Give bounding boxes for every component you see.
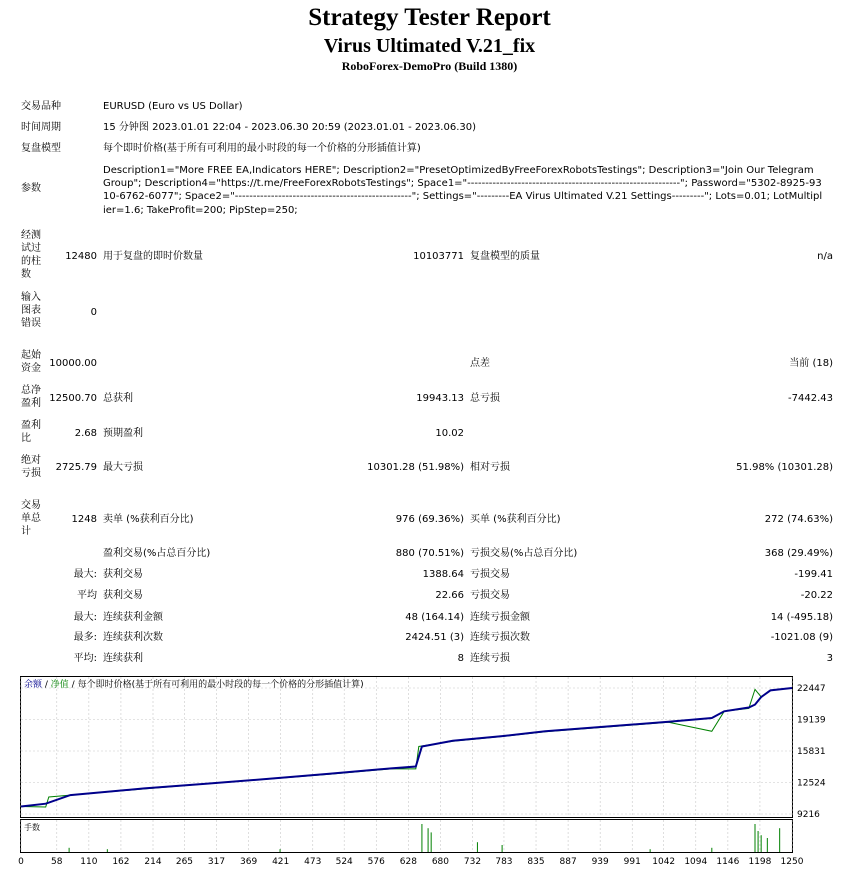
legend: 余额 / 净值 / 每个即时价格(基于所有可利用的最小时段的每一个价格的分形插值计算) (24, 680, 364, 690)
symbol-label: 交易品种 (21, 101, 61, 112)
avg-win-label: 获利交易 (103, 590, 143, 601)
bars-label-1: 经测 (21, 230, 41, 241)
win-trades-value: 880 (70.51%) (395, 548, 464, 559)
params-label: 参数 (21, 183, 41, 194)
x-tick-label: 1094 (684, 857, 708, 867)
gross-profit-value: 19943.13 (416, 393, 464, 404)
x-tick-label: 939 (591, 857, 609, 867)
period-label: 时间周期 (21, 122, 61, 133)
pf-label-1: 盈利 (21, 420, 41, 431)
y-tick-label: 22447 (797, 684, 826, 694)
x-tick-label: 628 (399, 857, 417, 867)
short-label: 卖单 (%获利百分比) (103, 514, 194, 525)
server-info: RoboForex-DemoPro (Build 1380) (341, 59, 518, 73)
deposit-value: 10000.00 (49, 358, 97, 369)
max-dd-value: 10301.28 (51.98%) (367, 462, 464, 473)
net-value: 12500.70 (49, 393, 97, 404)
expected-value: 10.02 (435, 428, 464, 439)
abs-dd-value: 2725.79 (55, 462, 97, 473)
y-tick-label: 9216 (797, 810, 820, 820)
avg-cons-prefix: 平均: (73, 653, 97, 664)
errors-label-3: 错误 (21, 318, 41, 329)
x-tick-label: 732 (463, 857, 482, 867)
total-trades-value: 1248 (71, 514, 97, 525)
spread-value: 当前 (18) (789, 358, 833, 369)
x-tick-label: 576 (367, 857, 385, 867)
x-tick-label: 991 (623, 857, 641, 867)
bars-value: 12480 (65, 251, 97, 262)
expert-name: Virus Ultimated V.21_fix (323, 35, 536, 57)
short-value: 976 (69.36%) (395, 514, 464, 525)
most-cons-win-label: 连续获利次数 (103, 632, 163, 643)
net-label-1: 总净 (21, 385, 41, 396)
y-tick-label: 19139 (797, 715, 826, 726)
x-tick-label: 1042 (652, 857, 676, 867)
loss-trades-label: 亏损交易(%占总百分比) (470, 548, 578, 559)
abs-dd-label-1: 绝对 (21, 455, 41, 466)
max-cons-prefix: 最大: (73, 612, 97, 623)
largest-loss-value: -199.41 (794, 569, 833, 580)
total-trades-label-2: 单总 (21, 513, 41, 524)
x-tick-label: 1146 (716, 857, 740, 867)
average-prefix: 平均 (77, 590, 97, 601)
bars-label-4: 数 (21, 269, 31, 280)
legend-model: 每个即时价格(基于所有可利用的最小时段的每一个价格的分形插值计算) (77, 680, 364, 690)
params-value: Description1="More FREE EA,Indicators HERE"; Description2="PresetOptimizedByFreeForexRobotsTestings"; Description3="Join Our Telegram Group"; Description4="https://t.me/FreeForexRobotsTestings"; Space1="-----------------------------------------------------------"; Password="5302-8925-9310-6762-6077"; Space2="-------------------------------------------------"; Settings="---------EA Virus Ultimated V.21 Settings---------"; Lots=0.01; LotMultiplier=1.6; TakeProfit=200; PipStep=250; (103, 165, 823, 216)
total-trades-label-1: 交易 (21, 500, 41, 511)
legend-balance: 余额 (24, 680, 43, 690)
long-label: 买单 (%获利百分比) (470, 514, 561, 525)
avg-loss-value: -20.22 (800, 590, 833, 601)
x-tick-label: 110 (80, 857, 98, 867)
max-cons-loss-label: 连续亏损金额 (470, 612, 530, 623)
lots-label: 手数 (24, 823, 40, 832)
loss-trades-value: 368 (29.49%) (764, 548, 833, 559)
x-tick-label: 1198 (748, 857, 772, 867)
y-tick-label: 12524 (797, 778, 826, 789)
spread-label: 点差 (470, 358, 490, 369)
quality-value: n/a (817, 251, 833, 262)
x-tick-label: 783 (495, 857, 513, 867)
x-tick-label: 835 (527, 857, 545, 867)
pf-value: 2.68 (74, 428, 97, 439)
long-value: 272 (74.63%) (764, 514, 833, 525)
x-tick-label: 0 (18, 857, 24, 867)
ticks-value: 10103771 (413, 251, 464, 262)
win-trades-label: 盈利交易(%占总百分比) (103, 548, 211, 559)
quality-label: 复盘模型的质量 (470, 251, 540, 262)
avg-cons-loss-value: 3 (826, 653, 833, 664)
avg-cons-win-label: 连续获利 (103, 653, 143, 664)
gross-loss-label: 总亏损 (470, 393, 500, 404)
rel-dd-label: 相对亏损 (470, 462, 510, 473)
x-tick-label: 887 (559, 857, 577, 867)
ticks-label: 用于复盘的即时价数量 (103, 251, 203, 262)
largest-prefix: 最大: (73, 569, 97, 580)
x-tick-label: 473 (304, 857, 322, 867)
errors-label-2: 图表 (21, 305, 41, 316)
deposit-label-1: 起始 (21, 350, 41, 361)
rel-dd-value: 51.98% (10301.28) (736, 462, 833, 473)
most-cons-loss-value: -1021.08 (9) (770, 632, 833, 643)
balance-equity-chart (0, 674, 859, 870)
bars-label-3: 的柱 (21, 256, 41, 267)
x-tick-label: 162 (112, 857, 130, 867)
total-trades-label-3: 计 (21, 526, 31, 537)
gross-profit-label: 总获利 (103, 393, 133, 404)
pf-label-2: 比 (21, 433, 31, 444)
period-value: 15 分钟图 2023.01.01 22:04 - 2023.06.30 20:59 (2023.01.01 - 2023.06.30) (103, 122, 477, 133)
most-cons-win-value: 2424.51 (3) (405, 632, 464, 643)
net-label-2: 盈利 (21, 398, 41, 409)
gross-loss-value: -7442.43 (788, 393, 833, 404)
expected-label: 预期盈利 (103, 428, 143, 439)
max-dd-label: 最大亏损 (103, 462, 143, 473)
x-tick-label: 317 (207, 857, 226, 867)
largest-win-value: 1388.64 (422, 569, 464, 580)
bars-label-2: 试过 (21, 243, 41, 254)
max-cons-win-label: 连续获利金额 (103, 612, 163, 623)
x-tick-label: 265 (175, 857, 194, 867)
x-tick-label: 58 (51, 857, 63, 867)
y-tick-label: 15831 (797, 747, 826, 758)
abs-dd-label-2: 亏损 (21, 468, 41, 479)
max-cons-loss-value: 14 (-495.18) (770, 612, 833, 623)
avg-win-value: 22.66 (435, 590, 464, 601)
legend-equity: 净值 (50, 680, 69, 690)
avg-cons-loss-label: 连续亏损 (470, 653, 510, 664)
symbol-value: EURUSD (Euro vs US Dollar) (103, 101, 243, 112)
x-tick-label: 524 (335, 857, 353, 867)
avg-loss-label: 亏损交易 (470, 590, 510, 601)
largest-loss-label: 亏损交易 (470, 569, 510, 580)
most-cons-loss-label: 连续亏损次数 (470, 632, 530, 643)
deposit-label-2: 资金 (21, 363, 41, 374)
largest-win-label: 获利交易 (103, 569, 143, 580)
most-cons-prefix: 最多: (73, 632, 97, 643)
x-tick-label: 421 (272, 857, 290, 867)
model-value: 每个即时价格(基于所有可利用的最小时段的每一个价格的分形插值计算) (103, 143, 421, 154)
avg-cons-win-value: 8 (457, 653, 464, 664)
max-cons-win-value: 48 (164.14) (405, 612, 464, 623)
volume-plot-frame (21, 820, 793, 853)
main-plot-frame (21, 677, 793, 818)
report-title: Strategy Tester Report (308, 4, 551, 31)
x-tick-label: 214 (144, 857, 162, 867)
x-tick-label: 1250 (780, 857, 804, 867)
errors-value: 0 (90, 307, 97, 318)
x-tick-label: 369 (240, 857, 258, 867)
model-label: 复盘模型 (21, 143, 61, 154)
x-tick-label: 680 (431, 857, 450, 867)
errors-label-1: 输入 (21, 292, 41, 303)
